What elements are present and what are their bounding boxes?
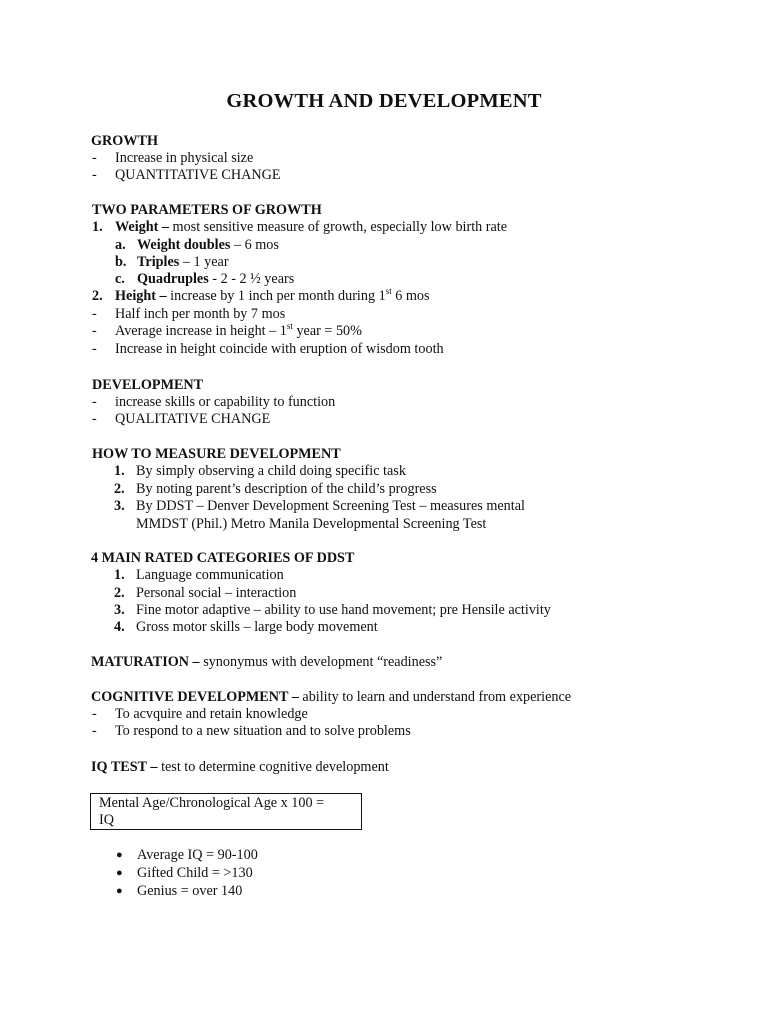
page-title: GROWTH AND DEVELOPMENT xyxy=(226,90,542,112)
iq-definition: IQ TEST – test to determine cognitive development xyxy=(91,759,389,775)
iq-formula-box xyxy=(90,793,362,830)
ddst-item: 3. Fine motor adaptive – ability to use hand movement; pre Hensile activity xyxy=(114,602,551,618)
measure-item: 3. By DDST – Denver Development Screening Test – measures mental xyxy=(114,498,525,514)
parameters-heading: TWO PARAMETERS OF GROWTH xyxy=(92,202,322,218)
development-heading: DEVELOPMENT xyxy=(92,377,204,393)
weight-item: 1. Weight – most sensitive measure of growth, especially low birth rate xyxy=(92,219,508,235)
ddst-item: 2. Personal social – interaction xyxy=(114,585,297,601)
weight-sub-item: c. Quadruples - 2 - 2 ½ years xyxy=(115,271,295,287)
bullet-icon: ● xyxy=(116,885,123,897)
cognitive-definition: COGNITIVE DEVELOPMENT – ability to learn and understand from experience xyxy=(91,689,572,705)
document-page: GROWTH AND DEVELOPMENT GROWTH - Increase in physical size - QUANTITATIVE CHANGE TWO PARAMETERS OF GROWTH 1. Weight – most sensitive measure of growth, especially low birth rate a. Weight doubles – 6 mos b. Triples – 1 year c. Quadruples - 2 - 2 ½ years 2. Height – increase by 1 inch per month during 1st 6 mos - Half inch per month by 7 mos - Average increase in height – 1st year = 50% - Increase in height coincide with eruption of wisdom tooth DEVELOPMENT - increase skills or capability to function - QUALITATIVE CHANGE HOW TO MEASURE DEVELOPMENT 1. By simply observing a child doing specific task 2. By noting parent’s description of the child’s progress 3. By DDST – Denver Development Screening Test – measures mental MMDST (Phil.) Metro Manila Developmental Screening Test 4 MAIN RATED CATEGORIES OF DDST 1. Language communication 2. Personal social – interaction 3. Fine motor adaptive – ability to use hand movement; pre Hensile activity 4. Gross motor skills – large body movement MATURATION – synonymus with development “readiness” COGNITIVE DEVELOPMENT – ability to learn and understand from experience - To acvquire and retain knowledge - To respond to a new situation and to solve problems IQ TEST – test to determine cognitive development Mental Age/Chronological Age x 100 = IQ ● Average IQ = 90-100 ● Gifted Child = >130 ● Genius = over 140 xyxy=(0,0,768,1024)
measure-item-continued: MMDST (Phil.) Metro Manila Developmental Screening Test xyxy=(136,516,487,532)
height-item: 2. Height – increase by 1 inch per month during 1st 6 mos xyxy=(92,286,430,304)
ddst-item: 4. Gross motor skills – large body movement xyxy=(114,619,378,635)
ddst-heading: 4 MAIN RATED CATEGORIES OF DDST xyxy=(91,550,355,566)
weight-sub-item: a. Weight doubles – 6 mos xyxy=(115,237,279,253)
measure-item: 1. By simply observing a child doing specific task xyxy=(114,463,406,479)
iq-formula-line: Mental Age/Chronological Age x 100 = xyxy=(99,795,325,811)
bullet-icon: ● xyxy=(116,867,123,879)
measure-heading: HOW TO MEASURE DEVELOPMENT xyxy=(92,446,341,462)
growth-heading: GROWTH xyxy=(91,133,159,149)
bullet-icon: ● xyxy=(116,849,123,861)
maturation-definition: MATURATION – synonymus with development “readiness” xyxy=(91,654,443,670)
ddst-item: 1. Language communication xyxy=(114,567,284,583)
iq-formula-line: IQ xyxy=(99,812,114,828)
weight-sub-item: b. Triples – 1 year xyxy=(115,254,229,270)
measure-item: 2. By noting parent’s description of the child’s progress xyxy=(114,481,437,497)
